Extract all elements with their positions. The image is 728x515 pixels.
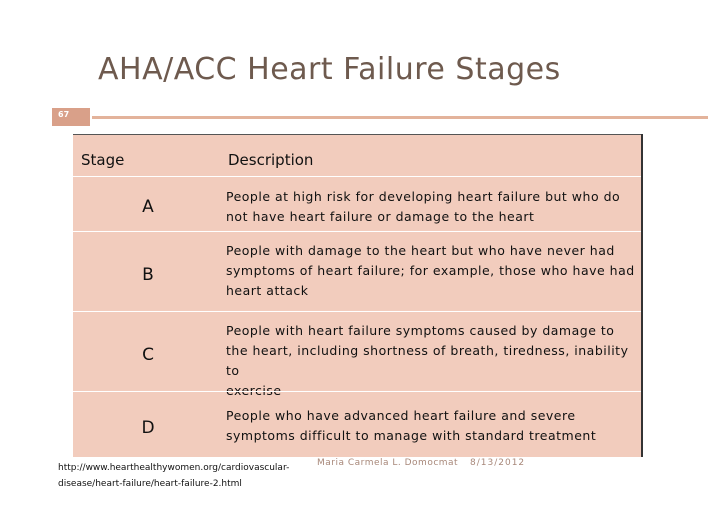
stage-description: People at high risk for developing heart failure but who do not have heart failure or damage to the heart bbox=[226, 189, 621, 224]
stage-description: People with damage to the heart but who have never had symptoms of heart failure; for example, those who have had heart attack bbox=[226, 243, 635, 298]
stage-label: B bbox=[142, 265, 154, 285]
source-link[interactable]: http://www.hearthealthywomen.org/cardiovascular- disease/heart-failure/heart-failure-2.html bbox=[58, 463, 290, 489]
header-description: Description bbox=[228, 151, 314, 169]
table-row bbox=[73, 311, 641, 398]
table-row bbox=[73, 231, 641, 311]
table-row bbox=[73, 391, 641, 457]
stages-table bbox=[73, 134, 643, 457]
stage-label: C bbox=[142, 345, 154, 365]
stage-description: People with heart failure symptoms caused by damage to the heart, including shortness of breath, tiredness, inability to exercise bbox=[226, 323, 629, 398]
stage-label: A bbox=[142, 197, 154, 217]
header-stage: Stage bbox=[81, 151, 125, 169]
title-divider bbox=[92, 116, 708, 119]
footer-date: 8/13/2012 bbox=[470, 458, 526, 468]
stage-description: People who have advanced heart failure and severe symptoms difficult to manage with standard treatment bbox=[226, 408, 597, 443]
table-row bbox=[73, 176, 641, 231]
slide-title: AHA/ACC Heart Failure Stages bbox=[98, 52, 561, 87]
slide-number: 67 bbox=[58, 110, 70, 119]
table-header-row bbox=[73, 134, 641, 176]
stage-label: D bbox=[141, 418, 155, 438]
footer-author: Maria Carmela L. Domocmat bbox=[317, 458, 459, 468]
